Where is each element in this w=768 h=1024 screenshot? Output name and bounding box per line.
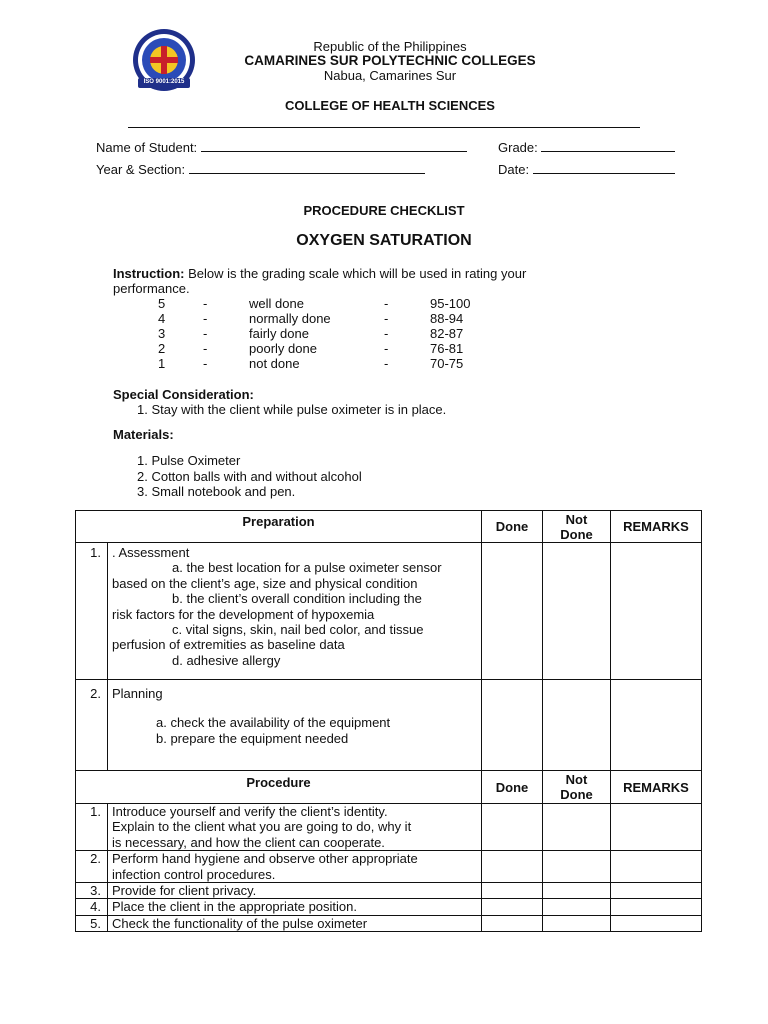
scale-desc: fairly done [249, 326, 309, 341]
table-row [76, 804, 702, 851]
special-consideration-item: 1. Stay with the client while pulse oximeter is in place. [137, 402, 447, 417]
materials-item: 3. Small notebook and pen. [137, 484, 296, 499]
scale-dash: - [203, 326, 208, 341]
step-line [112, 701, 475, 715]
done-column-header: Done [482, 771, 543, 804]
grade-field[interactable] [498, 140, 675, 155]
step-line: Introduce yourself and verify the client’s identity. [112, 804, 388, 819]
step-line: Explain to the client what you are going to do, why it [112, 819, 412, 835]
not-done-header-line2: Done [560, 526, 593, 542]
scale-range: 95-100 [430, 296, 471, 311]
scale-dash: - [203, 311, 208, 326]
scale-dash: - [384, 311, 389, 326]
institution-location: Nabua, Camarines Sur [323, 68, 457, 83]
grade-label: Grade: [498, 140, 538, 155]
instruction-block [113, 266, 633, 297]
step-line: c. vital signs, skin, nail bed color, and tissue [172, 622, 424, 638]
remarks-cell[interactable] [611, 543, 702, 680]
instruction-label: Instruction: [113, 266, 185, 281]
step-line: risk factors for the development of hypoxemia [112, 606, 375, 622]
done-cell[interactable] [482, 915, 543, 931]
procedure-header: Procedure [76, 771, 482, 804]
table-header-row [76, 771, 702, 804]
step-description [108, 680, 482, 771]
not-done-header-line1: Not [565, 772, 588, 787]
materials-item: 1. Pulse Oximeter [137, 453, 241, 468]
row-number: 1. [76, 804, 108, 851]
scale-score: 5 [158, 296, 166, 311]
not-done-cell[interactable] [543, 915, 611, 931]
step-description [108, 543, 482, 680]
not-done-cell[interactable] [543, 804, 611, 851]
step-line: Perform hand hygiene and observe other appropriate [112, 851, 418, 867]
remarks-cell[interactable] [611, 899, 702, 915]
done-cell[interactable] [482, 543, 543, 680]
not-done-header-line2: Done [560, 787, 593, 802]
done-column-header: Done [482, 511, 543, 543]
step-line: b. the client’s overall condition including the [172, 591, 422, 607]
table-row [76, 543, 702, 680]
row-number: 2. [76, 851, 108, 883]
not-done-cell[interactable] [543, 543, 611, 680]
scale-dash: - [203, 296, 208, 311]
step-line: infection control procedures. [112, 866, 276, 882]
not-done-header-line1: Not [565, 511, 588, 527]
year-section-line[interactable] [189, 162, 425, 174]
preparation-header: Preparation [76, 511, 482, 543]
done-cell[interactable] [482, 851, 543, 883]
remarks-cell[interactable] [611, 915, 702, 931]
row-number: 1. [76, 543, 108, 680]
remarks-cell[interactable] [611, 851, 702, 883]
student-name-label: Name of Student: [96, 140, 198, 155]
row-number: 3. [76, 883, 108, 899]
college-name: COLLEGE OF HEALTH SCIENCES [285, 98, 495, 113]
table-row [76, 680, 702, 771]
scale-score: 4 [158, 311, 166, 326]
step-description [108, 899, 482, 915]
step-line: Place the client in the appropriate position. [112, 899, 357, 915]
procedure-table [75, 770, 702, 932]
remarks-column-header: REMARKS [611, 511, 702, 543]
row-number: 4. [76, 899, 108, 915]
scale-range: 76-81 [430, 341, 464, 356]
scale-score: 1 [158, 356, 166, 371]
step-description [108, 915, 482, 931]
remarks-cell[interactable] [611, 680, 702, 771]
scale-desc: poorly done [249, 341, 317, 356]
logo-iso-text: ISO 9001:2015 [143, 79, 185, 85]
step-line: Provide for client privacy. [112, 883, 257, 899]
step-line: is necessary, and how the client can cooperate. [112, 834, 385, 850]
instruction-text-cont: performance. [113, 281, 190, 297]
student-name-line[interactable] [201, 140, 467, 152]
scale-score: 3 [158, 326, 166, 341]
not-done-cell[interactable] [543, 899, 611, 915]
done-cell[interactable] [482, 899, 543, 915]
scale-range: 70-75 [430, 356, 464, 371]
step-line: d. adhesive allergy [172, 652, 281, 668]
step-line: based on the client’s age, size and physical condition [112, 575, 418, 591]
instruction-text: Below is the grading scale which will be used in rating your [184, 266, 527, 281]
country-line: Republic of the Philippines [313, 39, 467, 54]
scale-dash: - [203, 341, 208, 356]
done-cell[interactable] [482, 883, 543, 899]
remarks-column-header: REMARKS [611, 771, 702, 804]
scale-range: 82-87 [430, 326, 464, 341]
header-divider [128, 127, 640, 128]
step-description [108, 804, 482, 851]
not-done-cell[interactable] [543, 883, 611, 899]
row-number: 2. [76, 680, 108, 771]
preparation-table [75, 510, 702, 771]
table-row [76, 899, 702, 915]
step-line: a. the best location for a pulse oximeter sensor [172, 560, 442, 576]
step-line: Planning [112, 686, 163, 701]
materials-label: Materials: [113, 427, 174, 442]
step-line: b. prepare the equipment needed [156, 730, 349, 746]
date-line[interactable] [533, 162, 675, 174]
step-line: perfusion of extremities as baseline data [112, 637, 345, 653]
step-line: a. check the availability of the equipment [156, 715, 391, 731]
materials-item: 2. Cotton balls with and without alcohol [137, 469, 362, 484]
scale-dash: - [384, 326, 389, 341]
not-done-column-header [543, 511, 611, 543]
scale-score: 2 [158, 341, 166, 356]
grade-line[interactable] [541, 140, 675, 152]
scale-desc: well done [249, 296, 304, 311]
scale-dash: - [203, 356, 208, 371]
remarks-cell[interactable] [611, 883, 702, 899]
scale-desc: not done [249, 356, 300, 371]
page-title: OXYGEN SATURATION [296, 232, 472, 249]
scale-dash: - [384, 296, 389, 311]
done-cell[interactable] [482, 804, 543, 851]
table-header-row [76, 511, 702, 543]
step-line: . Assessment [112, 545, 190, 560]
done-cell[interactable] [482, 680, 543, 771]
institution-name: CAMARINES SUR POLYTECHNIC COLLEGES [244, 53, 536, 68]
scale-dash: - [384, 356, 389, 371]
date-label: Date: [498, 162, 530, 177]
not-done-column-header [543, 771, 611, 804]
scale-dash: - [384, 341, 389, 356]
year-section-field[interactable] [96, 162, 425, 177]
row-number: 5. [76, 915, 108, 931]
step-description [108, 851, 482, 883]
student-name-field[interactable] [96, 140, 467, 155]
not-done-cell[interactable] [543, 680, 611, 771]
scale-range: 88-94 [430, 311, 464, 326]
table-row [76, 915, 702, 931]
not-done-cell[interactable] [543, 851, 611, 883]
table-row [76, 883, 702, 899]
checklist-heading: PROCEDURE CHECKLIST [303, 203, 465, 218]
special-consideration-label: Special Consideration: [113, 387, 254, 402]
year-section-label: Year & Section: [96, 162, 186, 177]
step-line: Check the functionality of the pulse oximeter [112, 915, 368, 931]
table-row [76, 851, 702, 883]
date-field[interactable] [498, 162, 675, 177]
step-description [108, 883, 482, 899]
remarks-cell[interactable] [611, 804, 702, 851]
scale-desc: normally done [249, 311, 331, 326]
